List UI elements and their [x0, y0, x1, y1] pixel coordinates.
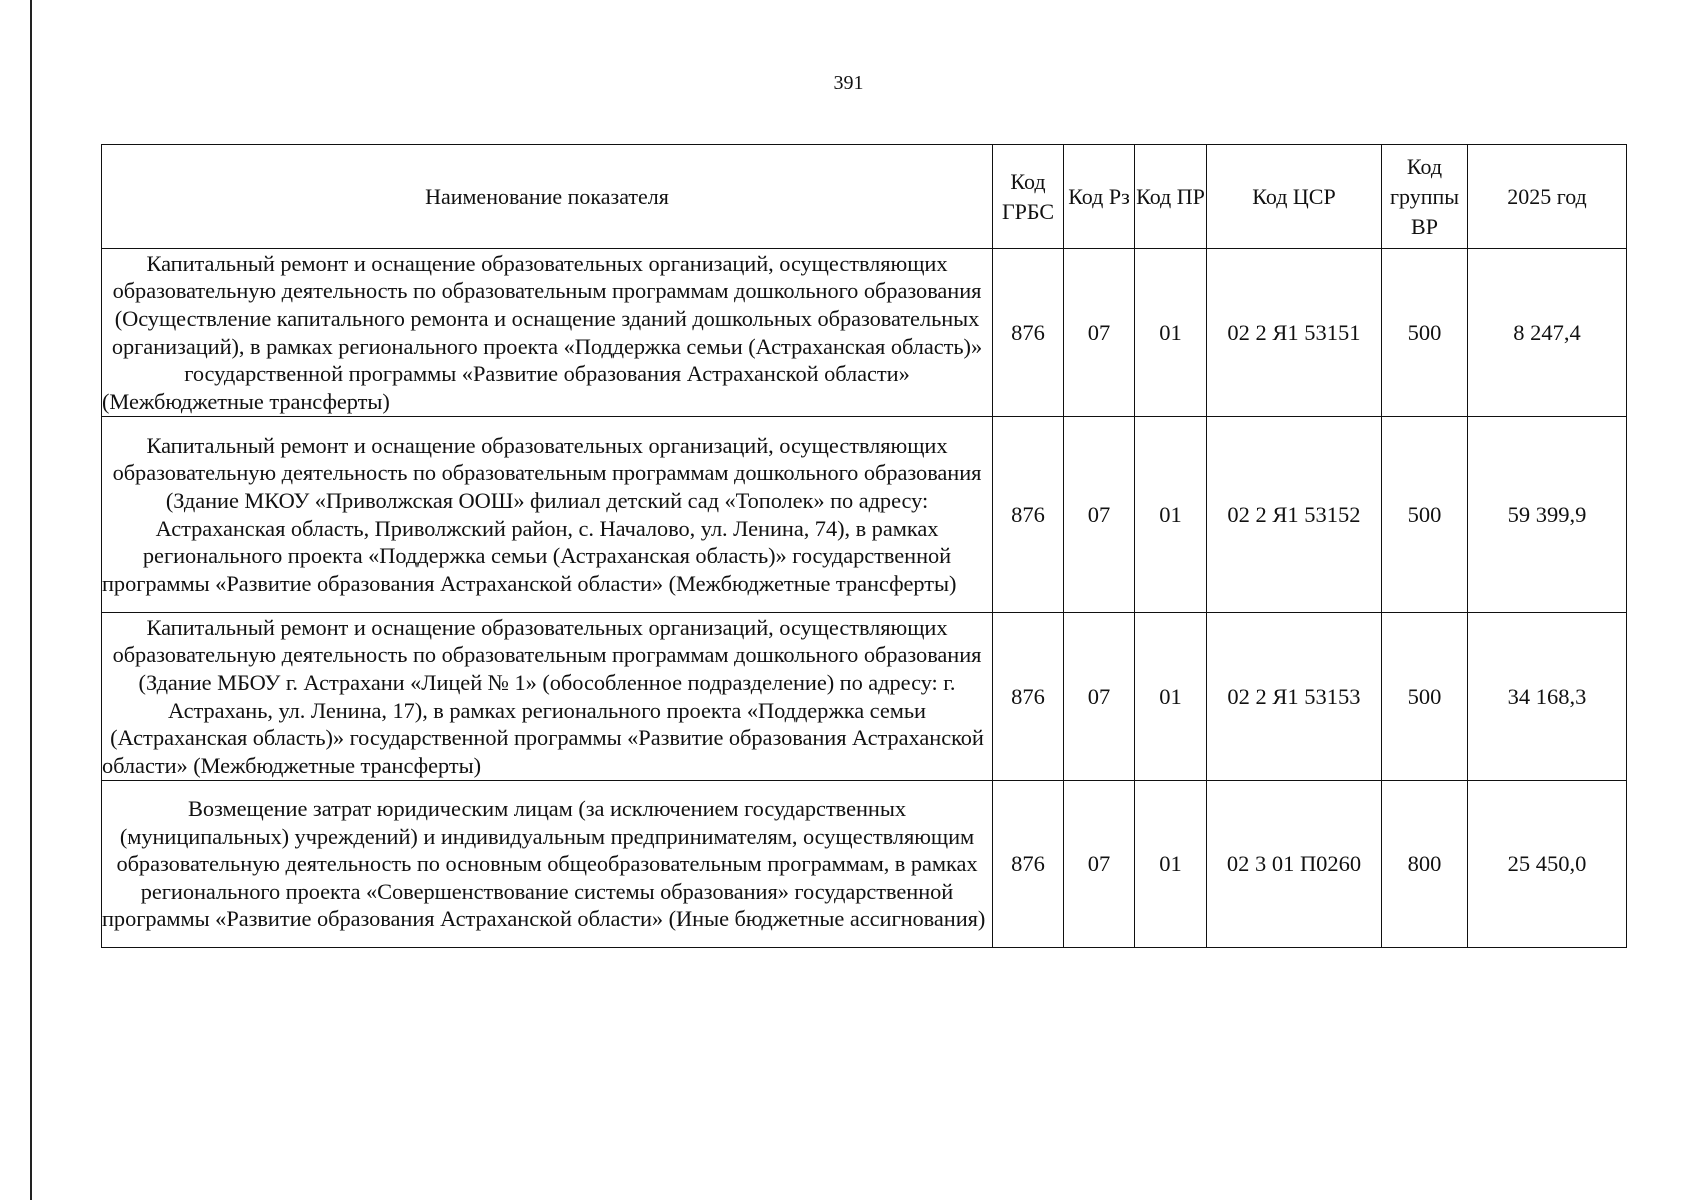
row-grbs: 876 [993, 249, 1064, 417]
row-vr: 500 [1382, 417, 1468, 613]
row-grbs: 876 [993, 417, 1064, 613]
row-csr: 02 2 Я1 53151 [1207, 249, 1382, 417]
table-row [102, 249, 1627, 417]
row-pr: 01 [1135, 417, 1207, 613]
row-rz: 07 [1064, 613, 1135, 781]
row-amount: 34 168,3 [1468, 613, 1627, 781]
header-grbs: Код ГРБС [993, 145, 1064, 249]
row-amount: 8 247,4 [1468, 249, 1627, 417]
budget-table [101, 144, 1627, 948]
row-name: Капитальный ремонт и оснащение образовательных организаций, осуществляющих образовательную деятельность по образовательным программам дошкольного образования (Здание МБОУ г. Астрахани «Лицей № 1» (обособленное подразделение) по адресу: г. Астрахань, ул. Ленина, 17), в рамках регионального проекта «Поддержка семьи (Астраханская область)» государственной программы «Развитие образования Астраханской области» (Межбюджетные трансферты) [102, 613, 993, 781]
table-row [102, 781, 1627, 948]
page-number: 391 [833, 72, 864, 94]
row-name: Возмещение затрат юридическим лицам (за исключением государственных (муниципальных) учреждений) и индивидуальным предпринимателям, осуществляющим образовательную деятельность по основным общеобразовательным программам, в рамках регионального проекта «Совершенствование системы образования» государственной программы «Развитие образования Астраханской области» (Иные бюджетные ассигнования) [102, 781, 993, 948]
header-year: 2025 год [1468, 145, 1627, 249]
header-name: Наименование показателя [102, 145, 993, 249]
row-csr: 02 2 Я1 53152 [1207, 417, 1382, 613]
row-rz: 07 [1064, 417, 1135, 613]
row-amount: 25 450,0 [1468, 781, 1627, 948]
table-row [102, 417, 1627, 613]
row-rz: 07 [1064, 249, 1135, 417]
row-vr: 800 [1382, 781, 1468, 948]
row-rz: 07 [1064, 781, 1135, 948]
row-amount: 59 399,9 [1468, 417, 1627, 613]
header-rz: Код Рз [1064, 145, 1135, 249]
header-pr: Код ПР [1135, 145, 1207, 249]
row-csr: 02 3 01 П0260 [1207, 781, 1382, 948]
header-row [102, 145, 1627, 249]
row-csr: 02 2 Я1 53153 [1207, 613, 1382, 781]
row-name: Капитальный ремонт и оснащение образовательных организаций, осуществляющих образовательную деятельность по образовательным программам дошкольного образования (Осуществление капитального ремонта и оснащение зданий дошкольных образовательных организаций), в рамках регионального проекта «Поддержка семьи (Астраханская область)» государственной программы «Развитие образования Астраханской области» (Межбюджетные трансферты) [102, 249, 993, 417]
row-vr: 500 [1382, 613, 1468, 781]
row-grbs: 876 [993, 613, 1064, 781]
header-vr: Код группы ВР [1382, 145, 1468, 249]
header-csr: Код ЦСР [1207, 145, 1382, 249]
row-pr: 01 [1135, 613, 1207, 781]
row-grbs: 876 [993, 781, 1064, 948]
scan-edge-line [30, 0, 32, 1200]
row-pr: 01 [1135, 781, 1207, 948]
row-name: Капитальный ремонт и оснащение образовательных организаций, осуществляющих образовательную деятельность по образовательным программам дошкольного образования (Здание МКОУ «Приволжская ООШ» филиал детский сад «Тополек» по адресу: Астраханская область, Приволжский район, с. Началово, ул. Ленина, 74), в рамках регионального проекта «Поддержка семьи (Астраханская область)» государственной программы «Развитие образования Астраханской области» (Межбюджетные трансферты) [102, 417, 993, 613]
table-row [102, 613, 1627, 781]
row-vr: 500 [1382, 249, 1468, 417]
row-pr: 01 [1135, 249, 1207, 417]
